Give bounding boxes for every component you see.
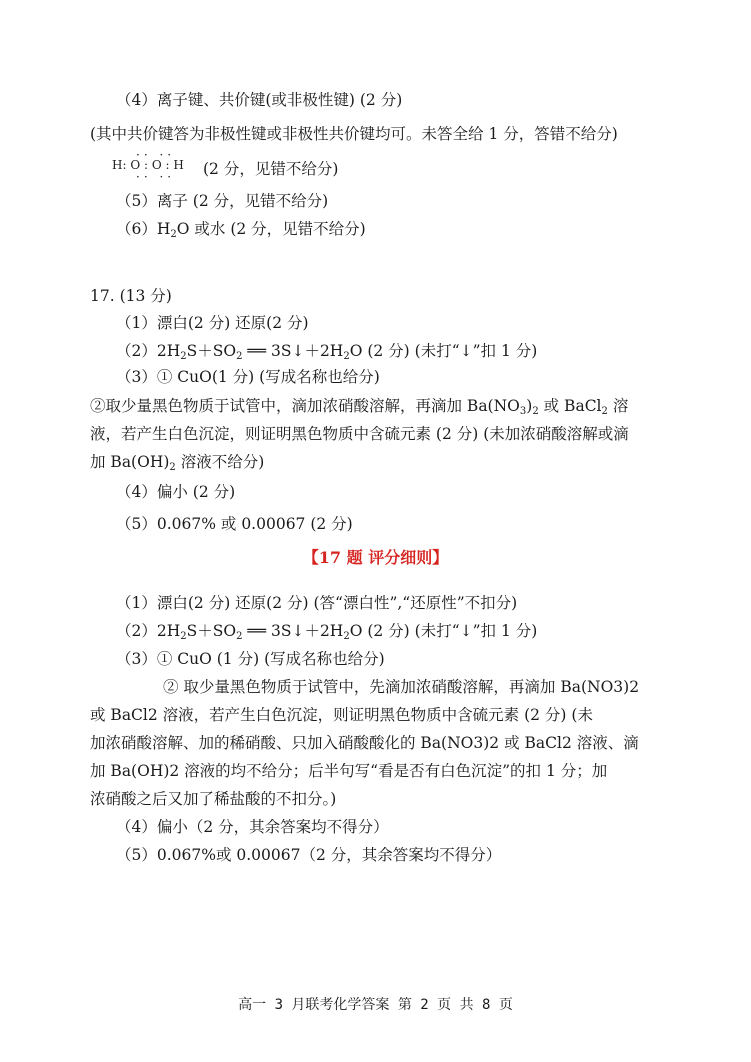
text-run: 加 Ba(OH) bbox=[90, 453, 170, 471]
q16-part6 bbox=[116, 219, 366, 245]
q17-part3-2-line3 bbox=[90, 452, 264, 478]
q16-part5: （5）离子 (2 分，见错不给分) bbox=[116, 192, 329, 210]
q17-header: 17. (13 分) bbox=[90, 287, 172, 305]
text-run: O 或水 (2 分，见错不给分) bbox=[176, 220, 366, 238]
text-run: ══ 3S↓＋2H bbox=[242, 342, 344, 360]
text-run: （6）H bbox=[116, 220, 171, 238]
q17-part5: （5）0.067% 或 0.00067 (2 分) bbox=[116, 515, 353, 533]
rubric-part3-2-line5: 浓硝酸之后又加了稀盐酸的不扣分。) bbox=[90, 790, 337, 808]
text-run: （2）2H bbox=[116, 342, 181, 360]
subscript: 2 bbox=[169, 462, 176, 473]
text-run: S＋SO bbox=[186, 622, 237, 640]
rubric-part2 bbox=[116, 621, 537, 647]
text-run: ══ 3S↓＋2H bbox=[242, 622, 344, 640]
lewis-dots-bottom: ·· ·· bbox=[136, 170, 176, 184]
text-run: （2）2H bbox=[116, 622, 181, 640]
q17-part3-2-line1 bbox=[90, 396, 628, 422]
q16-part4-note: (其中共价键答为非极性键或非极性共价键均可。未答全给 1 分，答错不给分) bbox=[90, 125, 618, 143]
text-run: ②取少量黑色物质于试管中，滴加浓硝酸溶解，再滴加 Ba(NO bbox=[90, 397, 520, 415]
q17-part1: （1）漂白(2 分) 还原(2 分) bbox=[116, 314, 309, 332]
rubric-part5: （5）0.067%或 0.00067（2 分，其余答案均不得分） bbox=[116, 846, 502, 864]
rubric-part3-2-line2: 或 BaCl2 溶液，若产生白色沉淀，则证明黑色物质中含硫元素 (2 分) (未 bbox=[90, 706, 593, 724]
page-footer: 高一 3 月联考化学答案 第 2 页 共 8 页 bbox=[238, 997, 513, 1013]
lewis-score: (2 分，见错不给分) bbox=[203, 160, 339, 178]
subscript: 2 bbox=[236, 351, 243, 362]
rubric-part3-2-line4: 加 Ba(OH)2 溶液的均不给分；后半句写“看是否有白色沉淀”的扣 1 分；加 bbox=[90, 762, 608, 780]
subscript: 2 bbox=[532, 406, 539, 417]
subscript: 2 bbox=[180, 631, 187, 642]
q17-part3-2-line2: 液，若产生白色沉淀，则证明黑色物质中含硫元素 (2 分) (未加浓硝酸溶解或滴 bbox=[90, 425, 629, 443]
lewis-dots-top: ·· ·· bbox=[136, 148, 176, 162]
rubric-part1: （1）漂白(2 分) 还原(2 分) (答“漂白性”,“还原性”不扣分) bbox=[116, 594, 518, 612]
subscript: 2 bbox=[180, 351, 187, 362]
subscript: 2 bbox=[236, 631, 243, 642]
text-run: ) bbox=[526, 397, 533, 415]
rubric-part4: （4）偏小（2 分，其余答案均不得分） bbox=[116, 818, 389, 836]
rubric-part3-2-line3: 加浓硝酸溶解、加的稀硝酸、只加入硝酸酸化的 Ba(NO3)2 或 BaCl2 溶液、滴 bbox=[90, 734, 639, 752]
text-run: 或 BaCl bbox=[538, 397, 602, 415]
rubric-part3-2-line1: ② 取少量黑色物质于试管中，先滴加浓硝酸溶解，再滴加 Ba(NO3)2 bbox=[163, 678, 640, 696]
text-run: S＋SO bbox=[186, 342, 237, 360]
lewis-structure bbox=[112, 148, 196, 186]
lewis-formula: H: O : O : H bbox=[112, 158, 184, 172]
text-run: O (2 分) (未打“↓”扣 1 分) bbox=[349, 622, 538, 640]
subscript: 3 bbox=[519, 406, 527, 417]
text-run: 溶液不给分) bbox=[175, 453, 265, 471]
q17-part2 bbox=[116, 341, 537, 367]
subscript: 2 bbox=[343, 351, 350, 362]
text-run: 溶 bbox=[607, 397, 629, 415]
q16-part4: （4）离子键、共价键(或非极性键) (2 分) bbox=[116, 91, 403, 109]
q17-part3-1: （3）① CuO(1 分) (写成名称也给分) bbox=[116, 368, 380, 386]
subscript: 2 bbox=[170, 229, 177, 240]
rubric-title: 【17 题 评分细则】 bbox=[302, 548, 449, 567]
rubric-part3-1: （3）① CuO (1 分) (写成名称也给分) bbox=[116, 650, 385, 668]
subscript: 2 bbox=[601, 406, 608, 417]
text-run: O (2 分) (未打“↓”扣 1 分) bbox=[349, 342, 538, 360]
q17-part4: （4）偏小 (2 分) bbox=[116, 483, 236, 501]
subscript: 2 bbox=[343, 631, 350, 642]
